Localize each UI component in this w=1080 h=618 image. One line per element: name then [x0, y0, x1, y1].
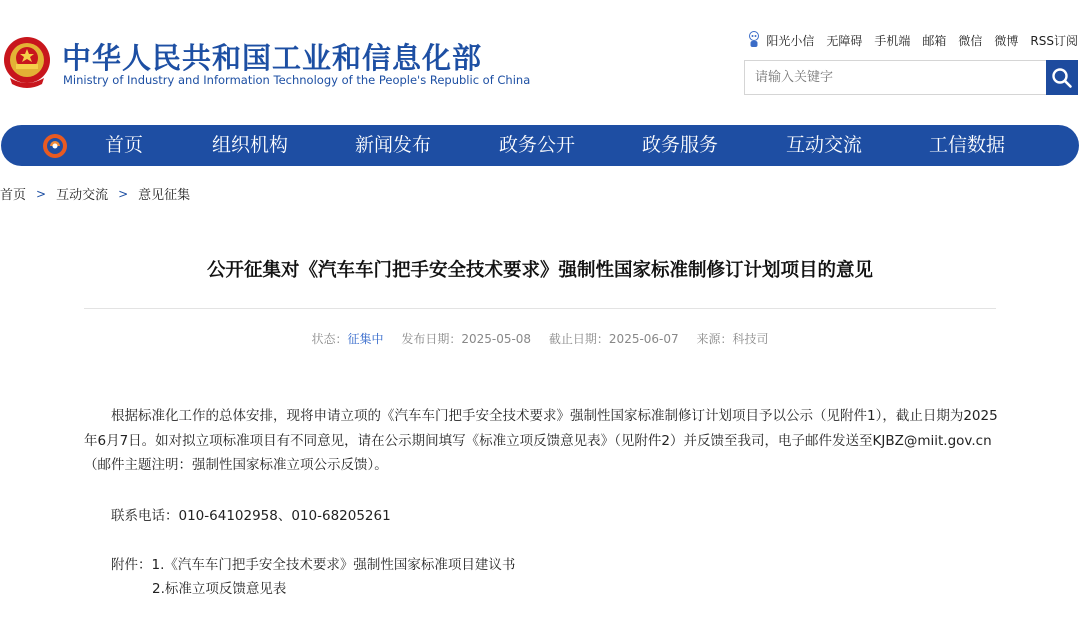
site-title-english[interactable]: Ministry of Industry and Information Technology of the People's Republic of China — [63, 73, 531, 87]
article-title: 公开征集对《汽车车门把手安全技术要求》强制性国家标准制修订计划项目的意见 — [206, 260, 873, 281]
nav-organization[interactable]: 组织机构 — [212, 134, 289, 156]
publish-date-value: 2025-05-08 — [461, 332, 532, 346]
search-button[interactable] — [1046, 60, 1078, 95]
attachment-2-link[interactable]: 2.标准立项反馈意见表 — [152, 581, 287, 597]
publish-date-meta — [401, 332, 535, 346]
sunshine-xiaoxin-link[interactable] — [748, 31, 814, 49]
mailbox-link[interactable]: 邮箱 — [922, 33, 947, 48]
search-input[interactable] — [744, 60, 1046, 95]
nav-news[interactable]: 新闻发布 — [355, 134, 432, 156]
deadline-value: 2025-06-07 — [608, 332, 679, 346]
breadcrumb-separator: > — [118, 186, 129, 201]
mobile-link[interactable]: 手机端 — [874, 33, 911, 48]
breadcrumb-home[interactable]: 首页 — [0, 188, 27, 203]
deadline-meta — [549, 332, 683, 346]
article-body-paragraph — [84, 404, 999, 478]
wechat-link[interactable]: 微信 — [958, 33, 983, 48]
national-emblem-icon — [2, 34, 52, 90]
search-icon — [1051, 67, 1073, 89]
breadcrumb — [0, 184, 190, 203]
deadline-label: 截止日期： — [548, 332, 609, 346]
miit-logo-icon — [41, 132, 69, 160]
nav-gov-affairs[interactable]: 政务公开 — [499, 134, 576, 156]
breadcrumb-separator: > — [36, 186, 47, 201]
body-line: （邮件主题注明：强制性国家标准立项公示反馈）。 — [84, 457, 388, 473]
body-line: 年6月7日。如对拟立项标准项目有不同意见，请在公示期间填写《标准立项反馈意见表》（见附件2）并反馈至我司，电子邮件发送至KJBZ@miit.gov.cn — [84, 432, 992, 449]
source-label: 来源： — [696, 332, 733, 346]
status-badge: 征集中 — [347, 332, 384, 346]
nav-data[interactable]: 工信数据 — [929, 134, 1006, 156]
breadcrumb-interaction[interactable]: 互动交流 — [56, 188, 109, 203]
nav-interaction[interactable]: 互动交流 — [786, 134, 863, 156]
nav-home[interactable]: 首页 — [105, 134, 144, 156]
nav-gov-services[interactable]: 政务服务 — [642, 134, 719, 156]
source-meta — [697, 332, 769, 346]
breadcrumb-opinion-collection[interactable]: 意见征集 — [138, 188, 191, 203]
contact-phone: 联系电话：010-64102958、010-68205261 — [111, 508, 391, 524]
toplink-label: 阳光小信 — [766, 33, 815, 48]
body-line: 根据标准化工作的总体安排，现将申请立项的《汽车车门把手安全技术要求》强制性国家标准制修订计划项目予以公示（见附件1），截止日期为2025 — [111, 408, 998, 424]
accessibility-link[interactable]: 无障碍 — [826, 33, 863, 48]
status-meta — [311, 332, 387, 346]
rss-link[interactable]: RSS订阅 — [1030, 33, 1078, 48]
attachment-1-link[interactable]: 附件：1.《汽车车门把手安全技术要求》强制性国家标准项目建议书 — [111, 557, 516, 573]
site-title[interactable]: 中华人民共和国工业和信息化部 — [62, 41, 483, 75]
main-nav — [1, 125, 1079, 166]
article-meta — [0, 330, 1080, 347]
publish-date-label: 发布日期： — [401, 332, 462, 346]
top-links-bar — [748, 31, 1078, 49]
robot-icon — [748, 31, 760, 49]
weibo-link[interactable]: 微博 — [994, 33, 1019, 48]
source-value: 科技司 — [732, 332, 769, 346]
status-label: 状态： — [311, 332, 348, 346]
title-divider — [84, 308, 996, 309]
